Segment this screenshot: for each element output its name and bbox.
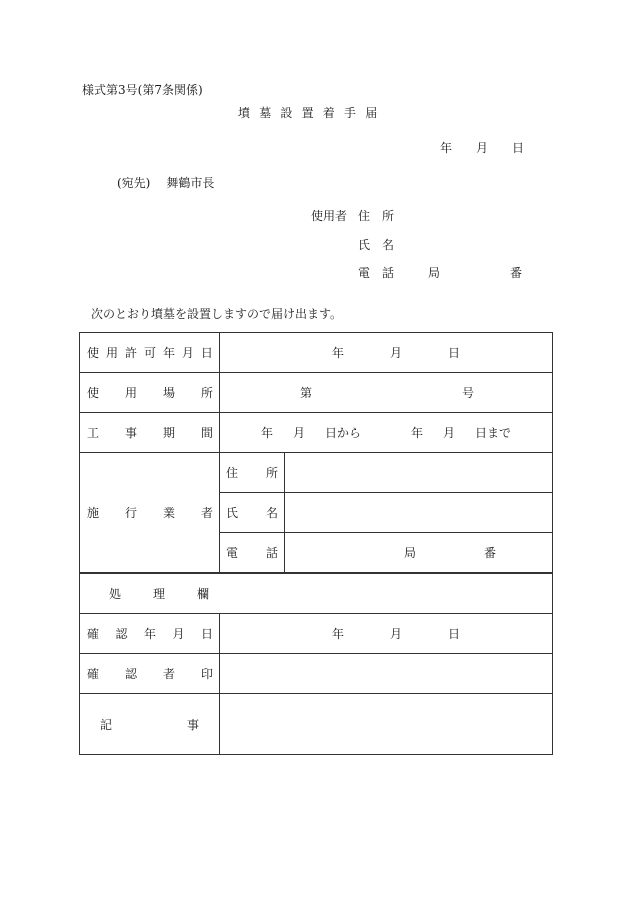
confirmer-seal-cell[interactable] [220,654,553,694]
contractor-phone-number: 番 [483,546,496,560]
period-label-cell [80,413,220,453]
processing-label-cell [80,573,553,614]
location-value-cell[interactable] [220,373,553,413]
permit-date-row [80,333,553,373]
period-start-year: 年 [260,426,273,440]
notification-table [79,332,553,755]
addressee-name: 舞鶴市長 [166,176,215,190]
date-month-label: 月 [476,141,489,155]
confirm-day-label: 日 [448,627,461,641]
contractor-name-value[interactable] [285,493,553,533]
applicant-address-label: 住 所 [358,209,395,223]
contractor-address-value[interactable] [285,453,553,493]
date-day-label: 日 [512,141,525,155]
contractor-phone-value[interactable] [285,533,553,574]
contractor-label-cell [80,453,220,574]
contractor-phone-label-cell: 電 話 [220,533,285,574]
confirmer-label-cell [80,654,220,694]
period-value-cell[interactable] [220,413,553,453]
period-start-month: 月 [292,426,305,440]
period-start-day: 日から [324,426,361,440]
confirm-month-label: 月 [389,627,402,641]
contractor-address-label-cell: 住 所 [220,453,285,493]
period-label: 工 事 期 間 [87,426,213,440]
notes-value-cell[interactable] [220,694,553,755]
applicant-name-label: 氏 名 [358,238,395,252]
intro-text: 次のとおり墳墓を設置しますので届け出ます。 [91,307,343,321]
notes-row [80,694,553,755]
location-label: 使 用 場 所 [87,386,213,400]
applicant-role-label: 使用者 [311,209,348,223]
location-row [80,373,553,413]
date-year-label: 年 [440,141,453,155]
confirm-date-label-cell [80,614,220,654]
form-title: 墳墓設置着手届 [238,106,387,120]
contractor-name-label-cell: 氏 名 [220,493,285,533]
confirm-date-row [80,614,553,654]
location-suffix: 号 [461,386,474,400]
location-prefix: 第 [300,386,313,400]
period-row [80,413,553,453]
applicant-phone-label: 電 話 [358,266,395,280]
notes-label: 記 事 [100,717,199,732]
confirmer-row [80,654,553,694]
confirm-date-value-cell[interactable] [220,614,553,654]
applicant-phone-office: 局 [428,266,441,280]
period-end-day: 日まで [475,426,512,440]
form-number: 様式第3号(第7条関係) [82,83,203,97]
permit-day-label: 日 [448,346,461,360]
permit-date-label: 使 用 許 可 年 月 日 [87,346,213,360]
permit-month-label: 月 [389,346,402,360]
processing-row [80,573,553,614]
permit-date-value-cell[interactable] [220,333,553,373]
period-end-month: 月 [443,426,456,440]
contractor-address-row [80,453,553,493]
processing-label: 処 理 欄 [109,587,210,601]
confirm-year-label: 年 [331,627,344,641]
period-end-year: 年 [411,426,424,440]
permit-date-label-cell [80,333,220,373]
permit-year-label: 年 [331,346,344,360]
confirm-date-label: 確 認 年 月 日 [87,627,213,641]
addressee [117,174,214,191]
contractor-label: 施 行 業 者 [87,506,213,520]
location-label-cell [80,373,220,413]
notes-label-cell [80,694,220,755]
applicant-phone-number: 番 [510,266,523,280]
addressee-label: (宛先) [117,176,151,190]
confirmer-label: 確 認 者 印 [87,667,213,681]
contractor-phone-office: 局 [404,546,417,560]
